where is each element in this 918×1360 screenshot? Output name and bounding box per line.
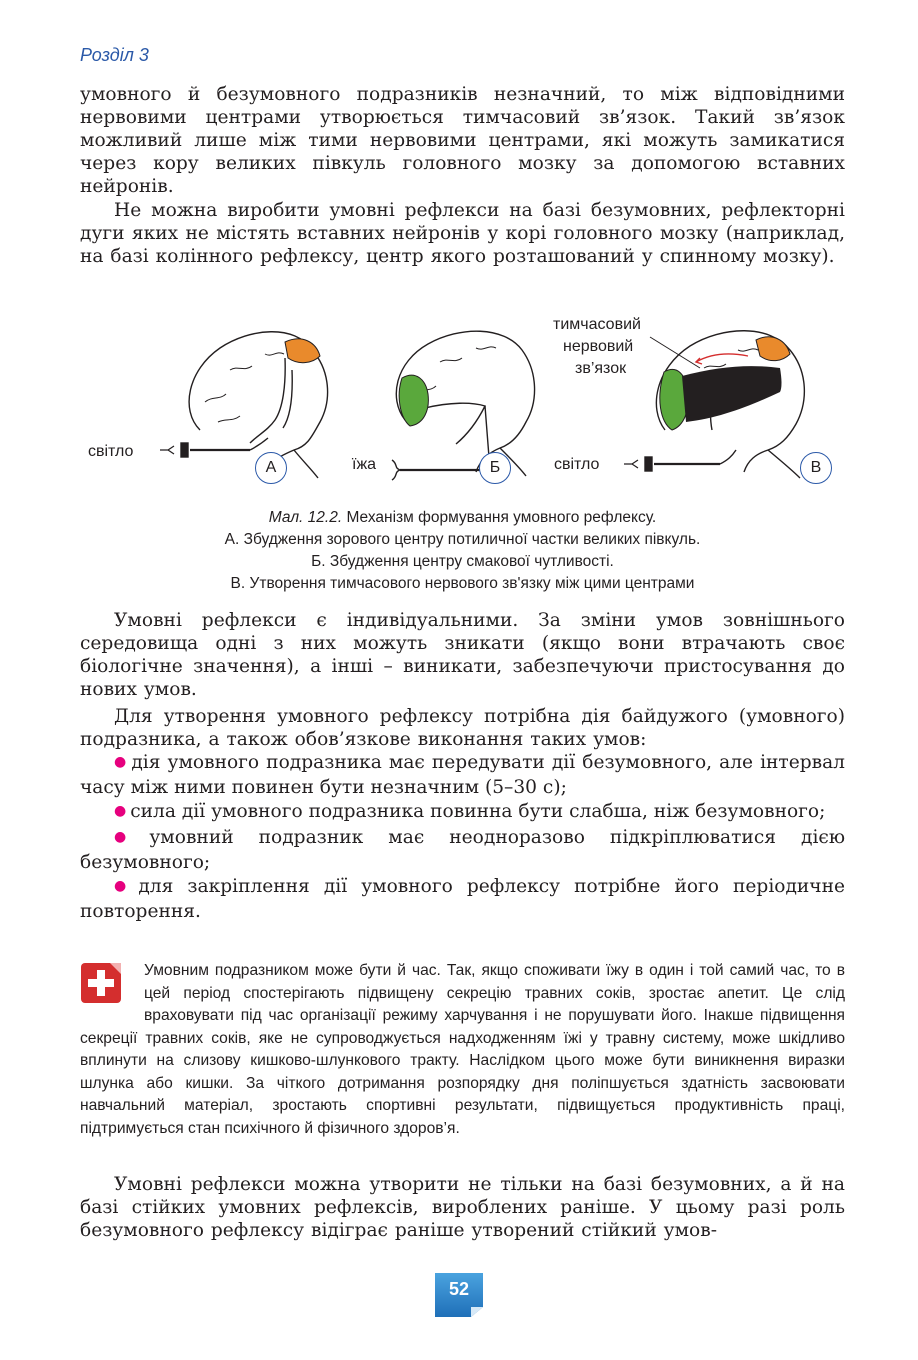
- marker-c: В: [800, 452, 832, 484]
- page-number-badge: [433, 1271, 485, 1319]
- marker-a: А: [255, 452, 287, 484]
- caption-line-4: В. Утворення тимчасового нервового зв'язку між цими центрами: [230, 575, 695, 592]
- eye-icon-c: [624, 450, 736, 471]
- list-item-text: дія умовного подразника має передувати дії безумовного, але інтервал часу між ними повинен бути незначним (5–30 с);: [80, 752, 845, 798]
- health-note: [80, 960, 845, 1140]
- note-icon-spacer: [80, 960, 144, 1026]
- list-item: [80, 875, 845, 923]
- label-connection-2: нервовий: [563, 338, 634, 355]
- orange-center-c: [756, 337, 790, 361]
- list-item-text: умовний подразник має неодноразово підкріплюватися дією безумовного;: [80, 827, 846, 873]
- label-light-a: світло: [88, 443, 134, 460]
- bullet-dot-icon: ●: [114, 878, 135, 894]
- connection-pointer-line: [650, 337, 700, 368]
- label-food: їжа: [352, 456, 377, 473]
- paragraph-2: Не можна виробити умовні рефлекси на базі безумовних, рефлекторні дуги яких не містять вставних нейронів у корі головного мозку (наприклад, на базі колінного рефлексу, центр якого розташований у спинному мозку).: [80, 200, 845, 267]
- bullet-dot-icon: ●: [114, 803, 127, 819]
- list-item: [80, 800, 845, 825]
- visual-center-a: [285, 339, 320, 363]
- list-item-text: для закріплення дії умовного рефлексу потрібне його періодичне повторення.: [80, 876, 845, 922]
- label-connection-3: зв’язок: [575, 360, 627, 377]
- marker-b: Б: [479, 452, 511, 484]
- label-connection-1: тимчасовий: [553, 316, 641, 333]
- conditions-list: [80, 751, 845, 924]
- paragraph-1: умовного й безумовного подразників незначний, то між відповідними нервовими центрами утворюється тимчасовий зв’язок. Такий зв’язок можливий лише між тими нервовими центрами, які можуть замикатися через кору великих півкуль головного мозку за допомогою вставних нейронів.: [80, 84, 845, 197]
- list-item: [80, 751, 845, 799]
- caption-title: Механізм формування умовного рефлексу.: [342, 509, 657, 526]
- caption-figure-number: Мал. 12.2.: [268, 509, 343, 526]
- connection-arrow: [696, 354, 748, 362]
- section-title: Розділ 3: [80, 45, 149, 65]
- list-item-text: сила дії умовного подразника повинна бути слабша, ніж безумовного;: [130, 801, 826, 822]
- paragraph-3: Умовні рефлекси є індивідуальними. За зміни умов зовнішнього середовища одні з них можуть зникати (якщо вони втрачають своє біологічне значення), а інші – виникати, забезпечуючи пристосування до нових умов.: [80, 610, 845, 700]
- bullet-dot-icon: ●: [114, 829, 146, 845]
- paragraph-5: Умовні рефлекси можна утворити не тільки на базі безумовних, а й на базі стійких умовних рефлексів, вироблених раніше. У цьому разі роль безумовного рефлексу відіграє раніше утворений стійкий умов-: [80, 1174, 845, 1241]
- figure-reflex-mechanism: [80, 310, 845, 505]
- page-number: 52: [448, 1279, 470, 1299]
- taste-center-b: [399, 375, 428, 426]
- temporary-connection-band: [682, 366, 782, 422]
- list-item: [80, 826, 845, 874]
- tongue-icon-b: [392, 460, 485, 480]
- caption-line-1: [80, 507, 845, 529]
- figure-caption: [80, 507, 845, 595]
- caption-line-2: А. Збудження зорового центру потиличної частки великих півкуль.: [224, 531, 701, 548]
- caption-line-3: Б. Збудження центру смакової чутливості.: [311, 553, 614, 570]
- paragraph-4: Для утворення умовного рефлексу потрібна дія байдужого (умовного) подразника, а також обов’язкове виконання таких умов:: [80, 706, 845, 750]
- health-note-text: Умовним подразником може бути й час. Так, якщо споживати їжу в один і той самий час, то в цей період спостерігають підвищену секрецію травних соків, зростає апетит. Це слід враховувати під час організації режиму харчування і не порушувати його. Інакше підвищення секреції травних соків, яке не супроводжується надходженням їжі у травну систему, може шкідливо вплинути на слизову кишково-шлункового тракту. Наслідком цього може бути виникнення виразки шлунка або кишки. За чіткого дотримання розпорядку дня поліпшується здатність засвоювати навчальний матеріал, зростають спортивні результати, підвищується продуктивність праці, підтримується стан психічного й фізичного здоров’я.: [80, 962, 845, 1137]
- bullet-dot-icon: ●: [114, 754, 128, 770]
- figure-illustration: [80, 310, 845, 505]
- label-light-c: світло: [554, 456, 600, 473]
